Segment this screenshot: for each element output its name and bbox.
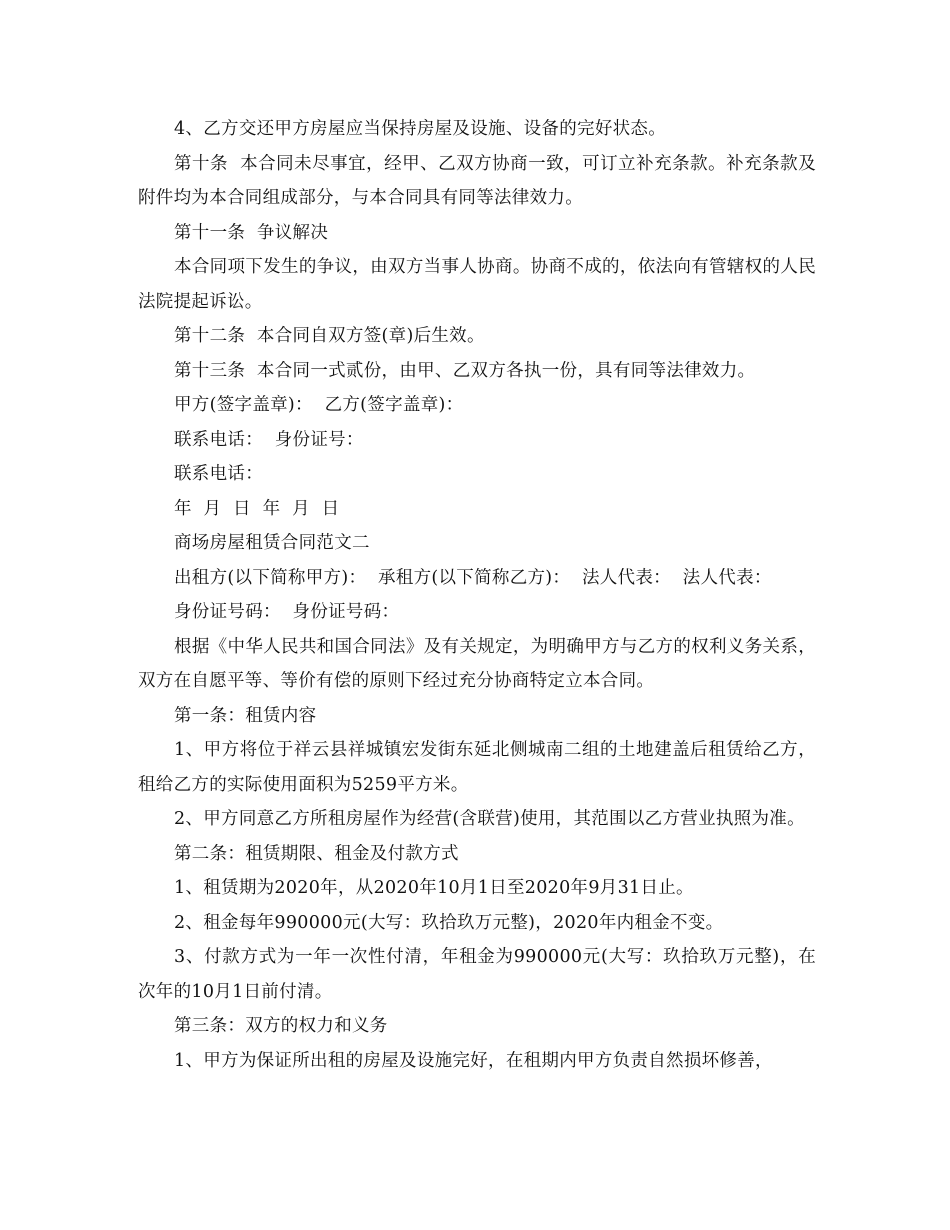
heading-article-11: 第十一条 争议解决 [174,222,329,243]
paragraph-landlord-duty: 1、甲方为保证所出租的房屋及设施完好，在租期内甲方负责自然损坏修善， [174,1050,773,1071]
date-line: 年 月 日 年 月 日 [174,498,340,519]
contact-id-line: 联系电话： 身份证号： [174,429,364,450]
paragraph-lease-location: 1、甲方将位于祥云县祥城镇宏发街东延北侧城南二组的土地建盖后租赁给乙方，租给乙方的实际使用面积为5259平方米。 [138,740,816,795]
id-number-line: 身份证号码： 身份证号码： [174,602,400,622]
paragraph-preamble: 根据《中华人民共和国合同法》及有关规定，为明确甲方与乙方的权利义务关系，双方在自愿平等、等价有偿的原则下经过充分协商特定立本合同。 [138,636,816,691]
heading-article-1: 第一条：租赁内容 [174,705,317,726]
paragraph-article-13: 第十三条 本合同一式贰份，由甲、乙双方各执一份，具有同等法律效力。 [174,360,756,381]
heading-article-3: 第三条：双方的权力和义务 [174,1016,388,1036]
parties-line: 出租方(以下简称甲方)： 承租方(以下简称乙方)： 法人代表： 法人代表： [174,567,772,588]
signature-line: 甲方(签字盖章)： 乙方(签字盖章)： [174,395,464,415]
paragraph-dispute-resolution: 本合同项下发生的争议，由双方当事人协商。协商不成的，依法向有管辖权的人民法院提起诉讼。 [138,257,816,312]
section-title-sample-2: 商场房屋租赁合同范文二 [174,533,370,553]
paragraph-rent-amount: 2、租金每年990000元(大写：玖拾玖万元整)，2020年内租金不变。 [174,912,724,933]
paragraph-article-10: 第十条 本合同未尽事宜，经甲、乙双方协商一致，可订立补充条款。补充条款及附件均为本合同组成部分，与本合同具有同等法律效力。 [138,153,816,208]
paragraph-lease-use: 2、甲方同意乙方所租房屋作为经营(含联营)使用，其范围以乙方营业执照为准。 [174,809,805,829]
paragraph-return-condition: 4、乙方交还甲方房屋应当保持房屋及设施、设备的完好状态。 [174,119,667,139]
paragraph-payment-method: 3、付款方式为一年一次性付清，年租金为990000元(大写：玖拾玖万元整)，在次年的10月1日前付清。 [138,947,816,1002]
contact-line: 联系电话： [174,464,263,484]
paragraph-lease-term: 1、租赁期为2020年，从2020年10月1日至2020年9月31日止。 [174,878,694,898]
document-body [138,112,816,1078]
paragraph-article-12: 第十二条 本合同自双方签(章)后生效。 [174,326,485,346]
heading-article-2: 第二条：租赁期限、租金及付款方式 [174,843,459,864]
